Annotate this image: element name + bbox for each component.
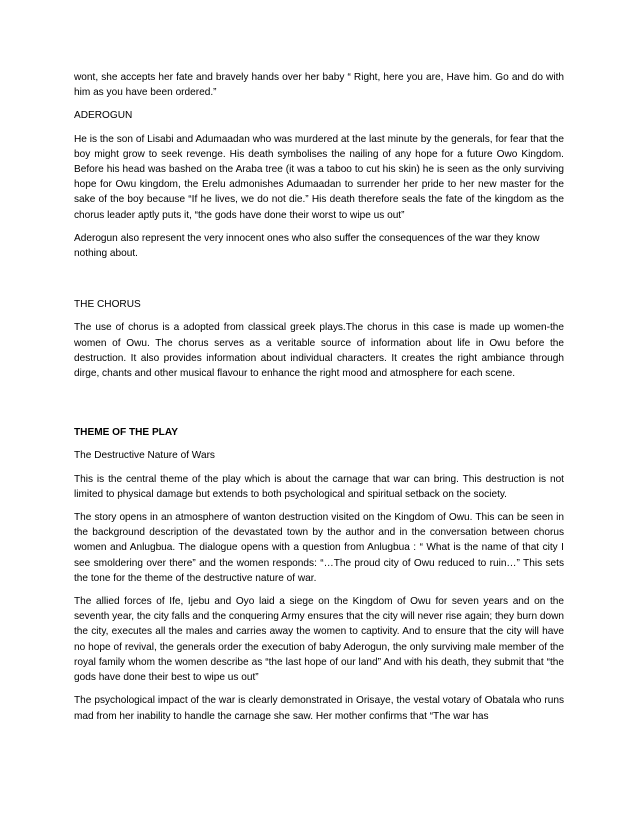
heading-aderogun: ADEROGUN [74,110,133,122]
heading-chorus: THE CHORUS [74,299,141,311]
paragraph-psychological-impact: The psychological impact of the war is clearly demonstrated in Orisaye, the vestal votary of Obatala who runs mad from her inability to handle the carnage she saw. Her mother confirms that “The war has [74,695,564,722]
paragraph-continuation: wont, she accepts her fate and bravely hands over her baby “ Right, here you are, Have him. Go and do with him as you have been ordered.” [74,72,564,99]
subheading-destructive-nature: The Destructive Nature of Wars [74,450,215,462]
paragraph-central-theme: This is the central theme of the play which is about the carnage that war can bring. This destruction is not limited to physical damage but extends to both psychological and spiritual setback on the society. [74,473,564,500]
heading-theme: THEME OF THE PLAY [74,427,178,439]
document-page [74,70,564,732]
paragraph-aderogun-description: He is the son of Lisabi and Adumaadan who was murdered at the last minute by the generals, for fear that the boy might grow to seek revenge. His death symbolises the nailing of any hope for a future Owo Kingdom. Before his head was bashed on the Araba tree (it was a taboo to cut his skin) he is seen as the only surviving hope for Owu kingdom, the Erelu admonishes Adumaadan to surrender her pride to her new master for the sake of the boy because “If he lives, we do not die.” His death therefore seals the fate of the kingdom as the chorus leader aptly puts it, “the gods have done their worst to wipe us out” [74,133,564,221]
paragraph-aderogun-innocence: Aderogun also represent the very innocent ones who also suffer the consequences of the war they know nothing about. [74,232,540,260]
paragraph-allied-forces: The allied forces of Ife, Ijebu and Oyo laid a siege on the Kingdom of Owu for seven years and on the seventh year, the city falls and the conquering Army ensures that the city will never rise again; they burn down the city, executes all the males and carries away the women to captivity. And to ensure that the city will have no hope of revival, the generals order the execution of baby Aderogun, the only surviving male member of the royal family whom the women describe as “the last hope of our land” And with his death, they submit that “the gods have done their best to wipe us out” [74,596,564,684]
paragraph-chorus-description: The use of chorus is a adopted from classical greek plays.The chorus in this case is made up women-the women of Owu. The chorus serves as a veritable source of information about life in Owu before the destruction. It also provides information about individual characters. It creates the right ambiance through dirge, chants and other musical flavour to enhance the right mood and atmosphere for each scene. [74,322,564,380]
paragraph-story-opening: The story opens in an atmosphere of wanton destruction visited on the Kingdom of Owu. This can be seen in the background description of the devastated town by the author and in the conversation between chorus women and Anlugbua. The dialogue opens with a question from Anlugbua : “ What is the name of that city I see smoldering over there” and the women responds: “…The proud city of Owu reduced to ruin…” This sets the tone for the theme of the destructive nature of war. [74,512,564,584]
